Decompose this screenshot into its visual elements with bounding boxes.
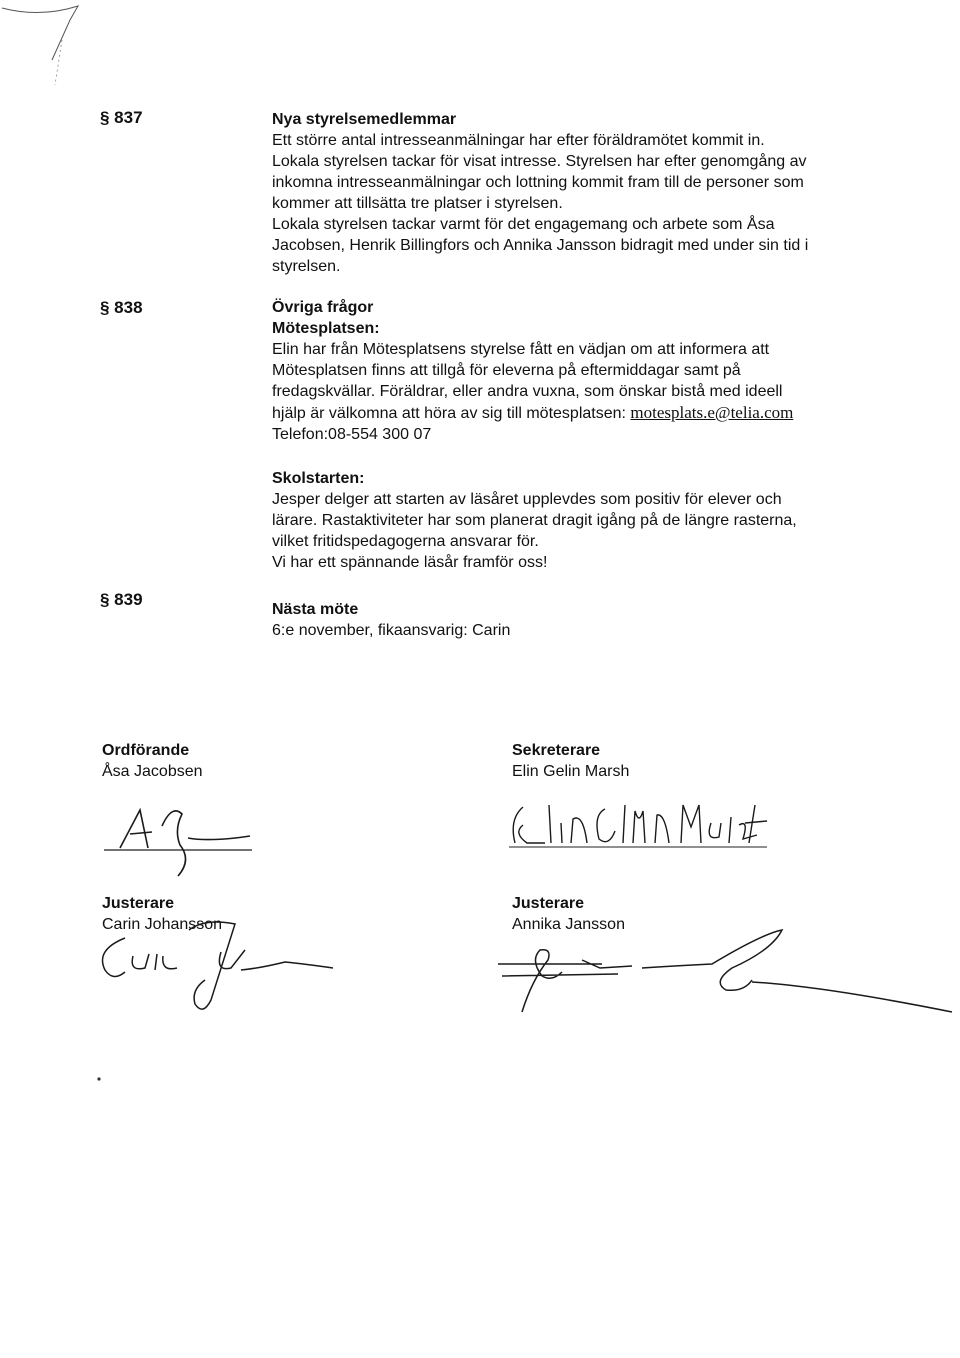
subsection-heading: Skolstarten:	[272, 470, 365, 487]
text-line: kommer att tillsätta tre platser i styrelsen.	[272, 195, 563, 212]
text-line: Lokala styrelsen tackar för visat intresse. Styrelsen har efter genomgång av	[272, 153, 807, 170]
scan-artifact	[0, 0, 90, 100]
section-838	[272, 297, 872, 573]
scan-dot	[96, 1076, 102, 1082]
signature-role: Ordförande	[102, 742, 190, 759]
section-heading: Övriga frågor	[272, 299, 374, 316]
email-line	[272, 402, 872, 424]
text-line: Elin har från Mötesplatsens styrelse fått en vädjan om att informera att	[272, 341, 770, 358]
signature-block-secretary	[512, 740, 629, 782]
signature-role: Justerare	[512, 895, 585, 912]
text-line: inkomna intresseanmälningar och lottning kommit fram till de personer som	[272, 174, 804, 191]
phone-line: Telefon:08-554 300 07	[272, 426, 432, 443]
text-line: 6:e november, fikaansvarig: Carin	[272, 622, 511, 639]
text-line: Lokala styrelsen tackar varmt för det engagemang och arbete som Åsa	[272, 216, 775, 233]
section-839	[272, 599, 872, 641]
text-line: Vi har ett spännande läsår framför oss!	[272, 554, 548, 571]
section-number-839: § 839	[100, 590, 143, 609]
text-line: vilket fritidspedagogerna ansvarar för.	[272, 533, 539, 550]
signature-name: Annika Jansson	[512, 916, 625, 933]
text-line: Jacobsen, Henrik Billingfors och Annika Jansson bidragit med under sin tid i	[272, 237, 809, 254]
section-number-838: § 838	[100, 298, 143, 317]
section-837	[272, 109, 872, 277]
section-number-837: § 837	[100, 108, 143, 127]
subsection-heading: Mötesplatsen:	[272, 320, 380, 337]
signature-adjuster-1	[85, 910, 345, 1020]
text-line: Mötesplatsen finns att tillgå för eleverna på eftermiddagar samt på	[272, 362, 741, 379]
section-heading: Nästa möte	[272, 601, 359, 618]
signature-secretary	[505, 795, 775, 855]
signature-role: Sekreterare	[512, 742, 601, 759]
signature-name: Carin Johansson	[102, 916, 223, 933]
signature-adjuster-2	[482, 920, 956, 1030]
text-line: lärare. Rastaktiviteter har som planerat dragit igång på de längre rasterna,	[272, 512, 797, 529]
text-line: Ett större antal intresseanmälningar har efter föräldramötet kommit in.	[272, 132, 765, 149]
text-line: Jesper delger att starten av läsåret upplevdes som positiv för elever och	[272, 491, 782, 508]
text-line: styrelsen.	[272, 258, 341, 275]
spacer	[272, 445, 872, 468]
text-line: fredagskvällar. Föräldrar, eller andra vuxna, som önskar bistå med ideell	[272, 383, 783, 400]
email-prefix: hjälp är välkomna att höra av sig till mötesplatsen:	[272, 405, 631, 422]
section-heading: Nya styrelsemedlemmar	[272, 111, 457, 128]
signature-name: Elin Gelin Marsh	[512, 763, 630, 780]
signature-chair	[100, 790, 270, 880]
signature-role: Justerare	[102, 895, 175, 912]
email-link[interactable]: motesplats.e@telia.com	[630, 403, 794, 422]
signature-name: Åsa Jacobsen	[102, 763, 203, 780]
signature-block-chair	[102, 740, 203, 782]
